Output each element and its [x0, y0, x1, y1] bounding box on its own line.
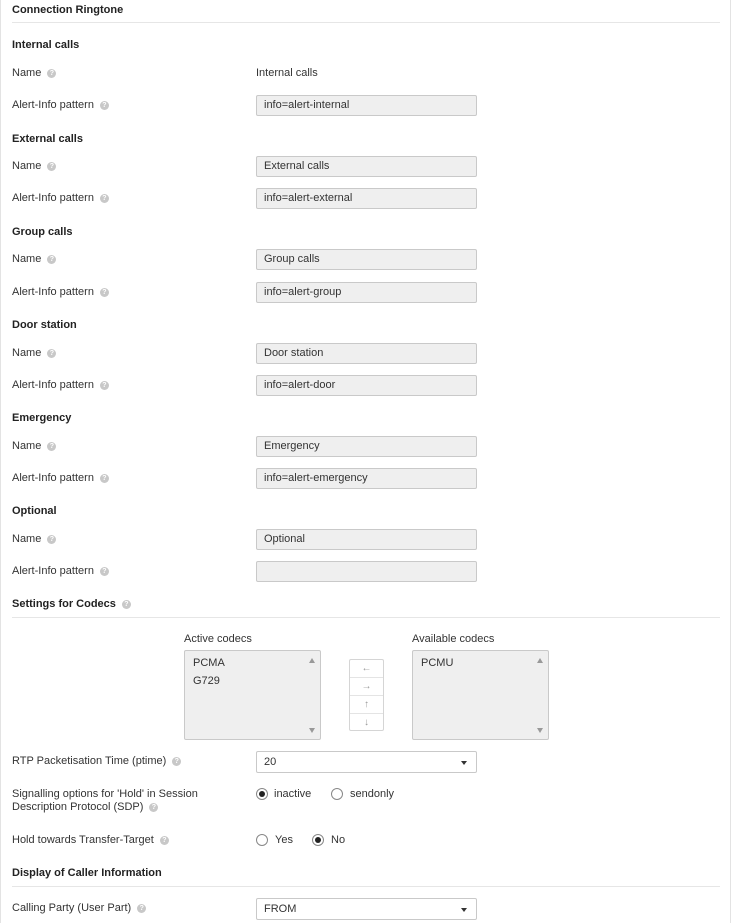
name-label: Name ?	[12, 160, 56, 172]
help-icon[interactable]: ?	[47, 255, 56, 264]
active-codecs-label: Active codecs	[184, 633, 252, 645]
codec-item[interactable]: G729	[193, 675, 220, 687]
section-title-caller-info: Display of Caller Information	[12, 867, 162, 879]
group-heading-door: Door station	[12, 319, 77, 331]
ptime-select[interactable]	[256, 751, 477, 773]
name-label: Name ?	[12, 253, 56, 265]
group-heading-group: Group calls	[12, 226, 73, 238]
group-heading-optional: Optional	[12, 505, 57, 517]
help-icon[interactable]: ?	[47, 69, 56, 78]
chevron-down-icon	[461, 908, 467, 912]
group-heading-internal: Internal calls	[12, 39, 80, 51]
emergency-name-input[interactable]: Emergency	[256, 436, 477, 457]
available-codecs-label: Available codecs	[412, 633, 495, 645]
hold-signalling-label: Signalling options for 'Hold' in Session Description Protocol (SDP) ?	[12, 788, 198, 813]
group-name-input[interactable]: Group calls	[256, 249, 477, 270]
help-icon[interactable]: ?	[100, 381, 109, 390]
alert-info-label: Alert-Info pattern ?	[12, 565, 109, 577]
hold-sendonly-label: sendonly	[350, 788, 395, 800]
hold-transfer-no-label: No	[331, 834, 346, 846]
help-icon[interactable]: ?	[47, 349, 56, 358]
codec-move-buttons	[349, 659, 384, 731]
group-heading-emergency: Emergency	[12, 412, 72, 424]
hold-transfer-yes-radio[interactable]	[256, 834, 268, 846]
section-title-connection-ringtone: Connection Ringtone	[12, 4, 124, 16]
name-label: Name ?	[12, 67, 56, 79]
door-name-input[interactable]: Door station	[256, 343, 477, 364]
door-pattern-input[interactable]: info=alert-door	[256, 375, 477, 396]
alert-info-label: Alert-Info pattern ?	[12, 472, 109, 484]
available-codecs-list[interactable]	[412, 650, 549, 740]
hold-transfer-no-radio[interactable]	[312, 834, 324, 846]
section-divider	[12, 22, 720, 23]
optional-pattern-input[interactable]	[256, 561, 477, 582]
help-icon[interactable]: ?	[100, 194, 109, 203]
scroll-down-icon[interactable]	[537, 728, 543, 733]
alert-info-label: Alert-Info pattern ?	[12, 99, 109, 111]
emergency-pattern-input[interactable]: info=alert-emergency	[256, 468, 477, 489]
help-icon[interactable]: ?	[47, 442, 56, 451]
help-icon[interactable]: ?	[149, 803, 158, 812]
optional-name-input[interactable]: Optional	[256, 529, 477, 550]
help-icon[interactable]: ?	[137, 904, 146, 913]
help-icon[interactable]: ?	[160, 836, 169, 845]
section-divider	[12, 617, 720, 618]
help-icon[interactable]: ?	[122, 600, 131, 609]
hold-inactive-radio[interactable]	[256, 788, 268, 800]
arrow-left-icon[interactable]: ←	[350, 660, 383, 678]
calling-party-value: FROM	[264, 903, 297, 915]
active-codecs-list[interactable]	[184, 650, 321, 740]
calling-party-label: Calling Party (User Part) ?	[12, 902, 146, 914]
help-icon[interactable]: ?	[100, 288, 109, 297]
group-heading-external: External calls	[12, 133, 83, 145]
calling-party-select[interactable]	[256, 898, 477, 920]
hold-sendonly-radio[interactable]	[331, 788, 343, 800]
name-label: Name ?	[12, 347, 56, 359]
name-label: Name ?	[12, 533, 56, 545]
internal-pattern-input[interactable]: info=alert-internal	[256, 95, 477, 116]
arrow-down-icon[interactable]: ↓	[364, 717, 369, 728]
alert-info-label: Alert-Info pattern ?	[12, 286, 109, 298]
section-title-codecs: Settings for Codecs ?	[12, 598, 131, 610]
hold-inactive-label: inactive	[274, 788, 312, 800]
section-divider	[12, 886, 720, 887]
help-icon[interactable]: ?	[47, 162, 56, 171]
help-icon[interactable]: ?	[47, 535, 56, 544]
hold-transfer-label: Hold towards Transfer-Target ?	[12, 834, 169, 846]
scroll-up-icon[interactable]	[309, 658, 315, 663]
help-icon[interactable]: ?	[172, 757, 181, 766]
group-pattern-input[interactable]: info=alert-group	[256, 282, 477, 303]
scroll-down-icon[interactable]	[309, 728, 315, 733]
alert-info-label: Alert-Info pattern ?	[12, 379, 109, 391]
name-label: Name ?	[12, 440, 56, 452]
ptime-label: RTP Packetisation Time (ptime) ?	[12, 755, 181, 767]
ptime-value: 20	[264, 756, 277, 768]
help-icon[interactable]: ?	[100, 567, 109, 576]
chevron-down-icon	[461, 761, 467, 765]
help-icon[interactable]: ?	[100, 101, 109, 110]
external-pattern-input[interactable]: info=alert-external	[256, 188, 477, 209]
arrow-up-icon[interactable]: ↑	[350, 696, 383, 714]
internal-name-value: Internal calls	[256, 67, 318, 79]
alert-info-label: Alert-Info pattern ?	[12, 192, 109, 204]
external-name-input[interactable]: External calls	[256, 156, 477, 177]
arrow-right-icon[interactable]: →	[350, 678, 383, 696]
hold-transfer-yes-label: Yes	[275, 834, 293, 846]
scroll-up-icon[interactable]	[537, 658, 543, 663]
codec-item[interactable]: PCMA	[193, 657, 225, 669]
help-icon[interactable]: ?	[100, 474, 109, 483]
codec-item[interactable]: PCMU	[421, 657, 454, 669]
